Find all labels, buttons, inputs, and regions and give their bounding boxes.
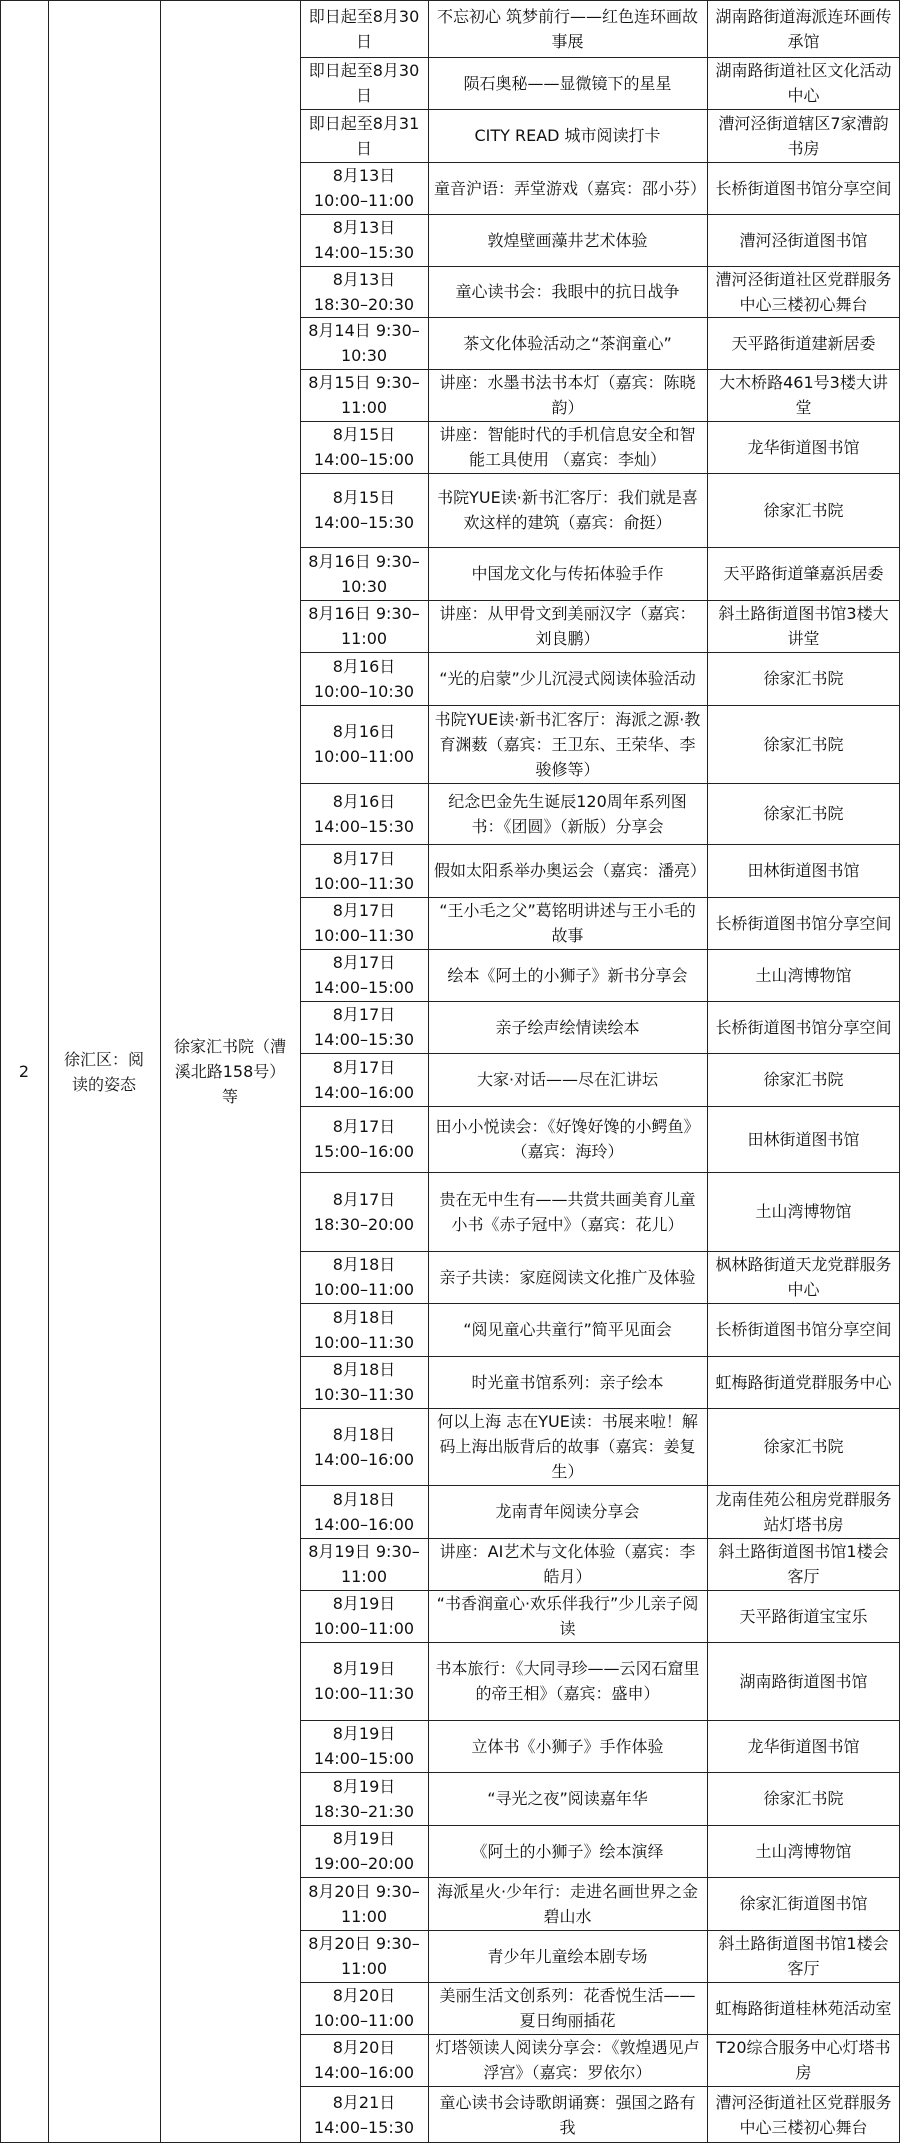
event-title: 书院YUE读·新书汇客厅：我们就是喜欢这样的建筑（嘉宾：俞挺） xyxy=(437,488,698,532)
event-title: “书香润童心·欢乐伴我行”少儿亲子阅读 xyxy=(436,1594,699,1638)
event-location: 徐家汇书院 xyxy=(763,669,844,688)
row-divider xyxy=(300,1001,900,1002)
row-divider xyxy=(300,1053,900,1054)
district-theme: 徐汇区：阅读的姿态 xyxy=(63,1049,144,1094)
row-divider xyxy=(300,652,900,653)
event-title: “寻光之夜”阅读嘉年华 xyxy=(487,1789,648,1808)
main-venue: 徐家汇书院（漕溪北路158号）等 xyxy=(173,1037,286,1106)
event-title: 讲座：从甲骨文到美丽汉字（嘉宾：刘良鹏） xyxy=(439,604,696,648)
column-divider xyxy=(707,0,708,2143)
event-location: 天平路街道宝宝乐 xyxy=(739,1606,868,1626)
event-location: 徐家汇街道图书馆 xyxy=(739,1894,868,1913)
column-divider xyxy=(48,0,49,2143)
event-location: 龙华街道图书馆 xyxy=(747,437,860,457)
row-divider xyxy=(300,2034,900,2035)
event-location: 长桥街道图书馆分享空间 xyxy=(715,1017,892,1037)
event-title: 亲子共读：家庭阅读文化推广及体验 xyxy=(439,1267,696,1287)
event-time: 8月19日 10:00–11:30 xyxy=(313,1659,415,1703)
column-divider xyxy=(428,0,429,2143)
column-divider xyxy=(300,0,301,2143)
event-time: 8月16日 10:00–10:30 xyxy=(313,656,415,701)
event-title: 书本旅行：《大同寻珍——云冈石窟里的帝王相》（嘉宾：盛申） xyxy=(435,1659,700,1703)
event-title: 灯塔领读人阅读分享会：《敦煌遇见卢浮宫》（嘉宾：罗依尔） xyxy=(435,2038,700,2082)
column-divider xyxy=(0,0,1,2143)
row-divider xyxy=(300,1720,900,1721)
event-time: 8月13日 14:00–15:30 xyxy=(313,218,415,262)
event-location: 斜土路街道图书馆1楼会客厅 xyxy=(718,1542,889,1586)
event-time: 8月19日 9:30–11:00 xyxy=(308,1542,420,1586)
row-divider xyxy=(300,1930,900,1931)
event-location: 漕河泾街道辖区7家漕韵书房 xyxy=(718,113,889,158)
event-time: 8月20日 10:00–11:00 xyxy=(313,1986,415,2030)
event-title: 立体书《小狮子》手作体验 xyxy=(471,1736,664,1756)
event-title: 茶文化体验活动之“茶润童心” xyxy=(463,333,672,353)
event-time: 8月19日 18:30–21:30 xyxy=(313,1776,415,1821)
event-title: 时光童书馆系列：亲子绘本 xyxy=(471,1372,664,1392)
event-time: 8月20日 9:30–11:00 xyxy=(308,1934,420,1978)
event-location: T20综合服务中心灯塔书房 xyxy=(716,2038,891,2082)
event-title: 不忘初心 筑梦前行——红色连环画故事展 xyxy=(436,6,699,51)
row-divider xyxy=(300,1106,900,1107)
event-title: 童音沪语：弄堂游戏（嘉宾：邵小芬） xyxy=(434,178,707,198)
event-time: 8月18日 10:00–11:30 xyxy=(313,1307,415,1352)
event-location: 湖南路街道图书馆 xyxy=(739,1671,868,1691)
event-title: “光的启蒙”少儿沉浸式阅读体验活动 xyxy=(439,669,696,688)
event-location: 虹梅路街道党群服务中心 xyxy=(715,1372,892,1392)
event-title: 讲座：水墨书法书本灯（嘉宾：陈晓韵） xyxy=(439,373,696,417)
event-time: 8月17日 14:00–15:30 xyxy=(313,1005,415,1049)
row-divider xyxy=(300,600,900,601)
event-time: 8月16日 14:00–15:30 xyxy=(313,791,415,836)
row-divider xyxy=(300,1642,900,1643)
event-title: 假如太阳系举办奥运会（嘉宾：潘亮） xyxy=(434,861,707,880)
event-title: 龙南青年阅读分享会 xyxy=(495,1502,640,1521)
event-time: 8月18日 14:00–16:00 xyxy=(313,1489,415,1534)
event-location: 漕河泾街道社区党群服务中心三楼初心舞台 xyxy=(715,269,892,314)
event-location: 长桥街道图书馆分享空间 xyxy=(715,178,892,198)
row-divider xyxy=(300,1356,900,1357)
row-divider xyxy=(300,1303,900,1304)
event-location: 徐家汇书院 xyxy=(763,804,844,823)
row-divider xyxy=(0,0,900,1)
row-divider xyxy=(300,109,900,110)
row-divider xyxy=(300,162,900,163)
event-title: 敦煌壁画藻井艺术体验 xyxy=(487,230,648,250)
event-location: 枫林路街道天龙党群服务中心 xyxy=(715,1255,892,1299)
event-title: 童心读书会诗歌朗诵赛：强国之路有我 xyxy=(439,2092,696,2137)
event-location: 天平路街道建新居委 xyxy=(731,333,876,353)
event-location: 大木桥路461号3楼大讲堂 xyxy=(719,373,888,417)
row-divider xyxy=(300,705,900,706)
row-divider xyxy=(300,317,900,318)
event-location: 湖南路街道海派连环画传承馆 xyxy=(715,6,892,51)
event-title: 《阿土的小狮子》绘本演绎 xyxy=(471,1841,664,1861)
event-time: 8月16日 9:30–11:00 xyxy=(308,604,420,648)
event-title: 讲座：AI艺术与文化体验（嘉宾：李皓月） xyxy=(439,1542,696,1586)
event-title: 亲子绘声绘情读绘本 xyxy=(495,1017,640,1037)
event-location: 漕河泾街道图书馆 xyxy=(739,230,868,250)
event-title: 海派星火·少年行：走进名画世界之金碧山水 xyxy=(436,1881,699,1926)
event-time: 8月15日 14:00–15:00 xyxy=(313,425,415,469)
event-title: 贵在无中生有——共赏共画美育儿童小书《赤子冠中》（嘉宾：花儿） xyxy=(439,1189,696,1234)
event-title: 田小小悦读会：《好馋好馋的小鳄鱼》（嘉宾：海玲） xyxy=(435,1117,700,1161)
event-title: “王小毛之父”葛铭明讲述与王小毛的故事 xyxy=(439,901,696,945)
event-time: 8月19日 19:00–20:00 xyxy=(313,1829,415,1873)
event-time: 8月16日 9:30–10:30 xyxy=(308,551,420,596)
event-location: 湖南路街道社区文化活动中心 xyxy=(715,61,892,105)
column-divider xyxy=(160,0,161,2143)
event-title: 何以上海 志在YUE读：书展来啦！解码上海出版背后的故事（嘉宾：姜复生） xyxy=(437,1412,698,1481)
event-location: 天平路街道肇嘉浜居委 xyxy=(723,564,884,583)
event-location: 徐家汇书院 xyxy=(763,1789,844,1808)
event-time: 8月17日 14:00–15:00 xyxy=(313,953,415,997)
event-location: 土山湾博物馆 xyxy=(755,1202,852,1221)
row-divider xyxy=(300,1538,900,1539)
event-title: 大家·对话——尽在汇讲坛 xyxy=(476,1070,659,1089)
event-location: 龙华街道图书馆 xyxy=(747,1736,860,1756)
event-time: 8月13日 18:30–20:30 xyxy=(313,269,415,314)
event-title: 绘本《阿土的小狮子》新书分享会 xyxy=(447,965,688,985)
row-divider xyxy=(300,1825,900,1826)
row-divider xyxy=(300,1408,900,1409)
event-time: 8月20日 14:00–16:00 xyxy=(313,2038,415,2082)
event-time: 8月17日 10:00–11:30 xyxy=(313,848,415,893)
event-time: 8月15日 9:30–11:00 xyxy=(308,373,420,417)
event-title: 童心读书会：我眼中的抗日战争 xyxy=(455,282,680,301)
event-location: 田林街道图书馆 xyxy=(747,1129,860,1149)
row-divider xyxy=(300,897,900,898)
event-location: 斜土路街道图书馆1楼会客厅 xyxy=(718,1934,889,1978)
row-divider xyxy=(300,1982,900,1983)
event-title: 陨石奥秘——显微镜下的星星 xyxy=(463,73,672,93)
row-divider xyxy=(300,844,900,845)
event-location: 斜土路街道图书馆3楼大讲堂 xyxy=(718,604,889,648)
row-divider xyxy=(300,266,900,267)
row-divider xyxy=(300,547,900,548)
event-location: 土山湾博物馆 xyxy=(755,1841,852,1861)
row-divider xyxy=(300,2086,900,2087)
row-divider xyxy=(300,783,900,784)
event-time: 8月14日 9:30–10:30 xyxy=(308,321,420,365)
row-divider xyxy=(300,949,900,950)
event-time: 8月18日 10:00–11:00 xyxy=(313,1255,415,1299)
event-title: 讲座：智能时代的手机信息安全和智能工具使用 （嘉宾：李灿） xyxy=(439,425,696,469)
event-location: 徐家汇书院 xyxy=(763,1437,844,1456)
row-divider xyxy=(300,1772,900,1773)
row-divider xyxy=(300,1485,900,1486)
event-location: 漕河泾街道社区党群服务中心三楼初心舞台 xyxy=(715,2092,892,2137)
row-divider xyxy=(300,57,900,58)
event-time: 8月19日 10:00–11:00 xyxy=(313,1594,415,1638)
row-divider xyxy=(300,1590,900,1591)
event-time: 即日起至8月31日 xyxy=(308,113,420,158)
event-time: 8月20日 9:30–11:00 xyxy=(308,1881,420,1926)
event-time: 8月17日 15:00–16:00 xyxy=(313,1117,415,1161)
event-title: 青少年儿童绘本剧专场 xyxy=(487,1946,648,1966)
event-time: 即日起至8月30日 xyxy=(308,61,420,105)
event-location: 龙南佳苑公租房党群服务站灯塔书房 xyxy=(715,1489,892,1534)
row-divider xyxy=(300,421,900,422)
event-time: 8月15日 14:00–15:30 xyxy=(313,488,415,532)
event-time: 8月17日 18:30–20:00 xyxy=(313,1189,415,1234)
event-title: 书院YUE读·新书汇客厅：海派之源·教育渊薮（嘉宾：王卫东、王荣华、李骏修等） xyxy=(434,709,701,779)
event-location: 徐家汇书院 xyxy=(763,500,844,520)
event-title: CITY READ 城市阅读打卡 xyxy=(474,126,661,145)
event-location: 长桥街道图书馆分享空间 xyxy=(715,913,892,933)
event-location: 土山湾博物馆 xyxy=(755,965,852,985)
group-index: 2 xyxy=(18,1062,30,1081)
event-time: 8月19日 14:00–15:00 xyxy=(313,1724,415,1768)
event-title: 中国龙文化与传拓体验手作 xyxy=(471,564,664,583)
row-divider xyxy=(300,1877,900,1878)
row-divider xyxy=(300,214,900,215)
row-divider xyxy=(300,1251,900,1252)
event-location: 徐家汇书院 xyxy=(763,1070,844,1089)
event-time: 8月17日 14:00–16:00 xyxy=(313,1057,415,1102)
event-location: 长桥街道图书馆分享空间 xyxy=(715,1320,892,1339)
row-divider xyxy=(300,369,900,370)
event-location: 徐家汇书院 xyxy=(763,734,844,754)
event-time: 8月18日 10:30–11:30 xyxy=(313,1360,415,1404)
event-location: 虹梅路街道桂林苑活动室 xyxy=(715,1998,892,2018)
event-time: 8月18日 14:00–16:00 xyxy=(313,1424,415,1469)
event-time: 8月17日 10:00–11:30 xyxy=(313,901,415,945)
event-title: “阅见童心共童行”简平见面会 xyxy=(463,1320,672,1339)
row-divider xyxy=(300,473,900,474)
event-time: 8月13日 10:00–11:00 xyxy=(313,166,415,210)
row-divider xyxy=(300,1172,900,1173)
event-time: 即日起至8月30日 xyxy=(308,6,420,51)
event-location: 田林街道图书馆 xyxy=(747,861,860,880)
event-title: 美丽生活文创系列：花香悦生活——夏日绚丽插花 xyxy=(439,1986,696,2030)
event-title: 纪念巴金先生诞辰120周年系列图书：《团圆》（新版）分享会 xyxy=(448,791,687,836)
event-time: 8月21日 14:00–15:30 xyxy=(313,2092,415,2137)
event-time: 8月16日 10:00–11:00 xyxy=(313,722,415,766)
